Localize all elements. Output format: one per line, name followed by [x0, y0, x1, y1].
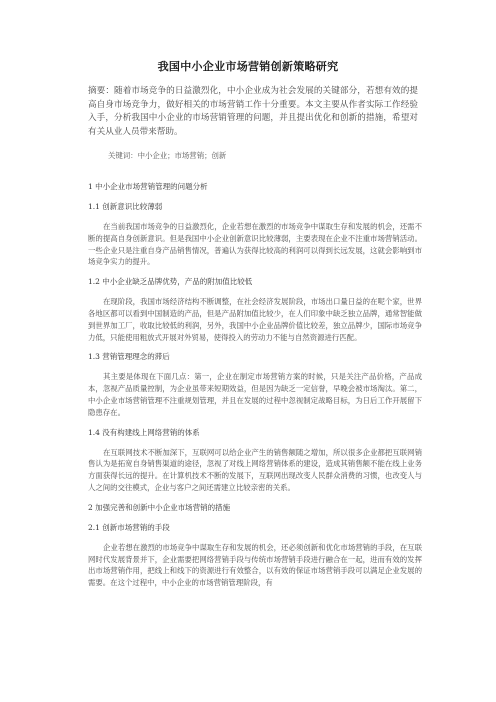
paragraph: 在当前我国市场竞争的日益激烈化，企业若想在激烈的市场竞争中谋取生存和发展的机会，还需不断的提高自身创新意识。但是我国中小企业创新意识比较薄弱，主要表现在企业不注重市场营销活动。一些企业只是注重自身产品销售情况，普遍认为获得比较高的利润可以得到长远发展，这就会影响到市场竞争实力的提升。	[88, 222, 422, 267]
keywords: 关键词：中小企业；市场营销；创新	[108, 151, 227, 160]
page-title: 我国中小企业市场营销创新策略研究	[157, 60, 339, 73]
subsection-heading: 2.1 创新市场营销的手段	[88, 522, 170, 532]
paragraph: 其主要是体现在下面几点：第一，企业在制定市场营销方案的时候，只是关注产品价格，产品成本，忽视产品质量控制，为企业虽带来短期效益，但是因为缺乏一定信誉，早晚会被市场淘汰。第二，中小企业市场营销管理不注重规划管理，并且在发展的过程中忽视制定战略目标，为日后工作开展留下隐患存在。	[88, 372, 422, 417]
subsection-heading: 1.1 创新意识比较薄弱	[88, 202, 163, 211]
subsection-heading: 1.3 营销管理理念的滞后	[88, 352, 170, 362]
paragraph: 在互联网技术不断加深下，互联网可以给企业产生的销售额随之增加，所以很多企业都把互联网销售认为是拓宽自身销售渠道的途径，忽视了对线上网络营销体系的建设，造成其销售额不能在线上业务方面获得长远的提升。在计算机技术不断的发展下，互联网出现改变人民群众消费的习惯，也改变人与人之间的交往模式，企业与客户之间还需建立比较亲密的关系。	[88, 447, 422, 492]
body-text	[88, 181, 422, 597]
section-heading: 1 中小企业市场营销管理的问题分析	[88, 182, 208, 191]
paragraph: 企业若想在激烈的市场竞争中谋取生存和发展的机会，还必须创新和优化市场营销的手段，在互联网时代发展背景并下，企业需要把网络营销手段与传统市场营销手段进行融合在一起，进而有效的发挥出市场营销作用，把线上和线下的资源进行有效整合，以有效的保证市场营销手段可以满足企业发展的需要。在这个过程中，中小企业的市场营销管理阶段，有	[88, 542, 422, 588]
paragraph: 在现阶段，我国市场经济结构不断调整，在社会经济发展阶段，市场出口量日益的在呢个家，世界各地区都可以看到中国制造的产品，但是产品附加值比较少，在人们印象中缺乏独立品牌，通常智能做到世界加工厂，收取比较低的利润，另外，我国中小企业品牌价值比较差，独立品牌少，国际市场竞争力低，只能使用粗放式开展对外贸易，使得投入的劳动力不能与自然资源进行匹配。	[88, 297, 422, 342]
section-heading: 2 加强完善和创新中小企业市场营销的措施	[88, 502, 231, 512]
subsection-heading: 1.4 没有构建线上网络营销的体系	[88, 427, 200, 437]
abstract: 摘要：随着市场竞争的日益激烈化，中小企业成为社会发展的关键部分，若想有效的提高自身市场竞争力，做好相关的市场营销工作十分重要。本文主要从作者实际工作经验入手，分析我国中小企业的市场营销管理的问题，并且提出优化和创新的措施，希望对有关从业人员带来帮助。	[88, 86, 418, 137]
subsection-heading: 1.2 中小企业缺乏品牌优势，产品的附加值比较低	[88, 277, 253, 287]
